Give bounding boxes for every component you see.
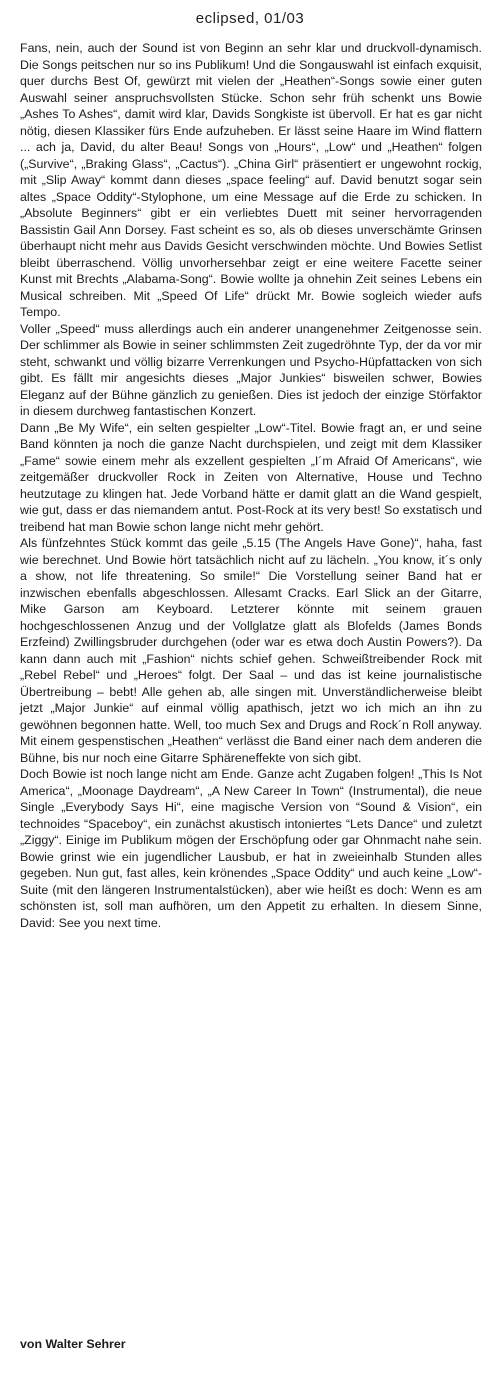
paragraph-4: Als fünfzehntes Stück kommt das geile „5.15 (The Angels Have Gone)“, haha, fast wie berechnet. Und Bowie hört tatsächlich nicht auf zu lächeln. „You know, it´s only a show, not life threatening. So smile!“ Die Vorstellung seiner Band hat er inzwischen ebenfalls abgeschlossen. Allesamt Cracks. Earl Slick an der Gitarre, Mike Garson am Keyboard. Letzterer könnte mit seinem grauen hochgeschlossenen Anzug und der Vollglatze glatt als Blofelds (James Bonds Erzfeind) Zwillingsbruder durchgehen (oder war es etwa doch Austin Powers?). Da kann dann auch mit „Fashion“ nichts schief gehen. Schweißtreibender Rock mit „Rebel Rebel“ und „Heroes“ folgt. Der Saal – und das ist keine journalistische Übertreibung – bebt! Alle gehen ab, alle singen mit. Unverständlicherweise bleibt jetzt „Major Junkie“ auf einmal völlig apathisch, jetzt wo ich mich an ihn zu gewöhnen begonnen hatte. Well, too much Sex and Drugs and Rock´n Roll anyway. Mit einem gespenstischen „Heathen“ verlässt die Band einer nach dem anderen die Bühne, bis nur noch eine Gitarre Sphäreneffekte von sich gibt. [20, 536, 482, 765]
paragraph-5: Doch Bowie ist noch lange nicht am Ende. Ganze acht Zugaben folgen! „This Is Not America“, „Moonage Daydream“, „A New Career In Town“ (Instrumental), die neue Single „Everybody Says Hi“, eine magische Version von “Sound & Vision“, ein technoides “Spaceboy“, ein zunächst akustisch intoniertes “Lets Dance“ und zuletzt „Ziggy“. Einige im Publikum mögen der Erschöpfung oder gar Ohnmacht nahe sein. Bowie grinst wie ein jugendlicher Lausbub, er hat in zweieinhalb Stunden alles gegeben. Nun gut, fast alles, kein krönendes „Space Oddity“ und auch keine „Low“-Suite (mit den längeren Instrumentalstücken), aber wie heißt es doch: Wenn es am schönsten ist, soll man aufhören, um den Appetit zu erhalten. In diesem Sinne, David: See you next time. [20, 767, 482, 930]
paragraph-1: Fans, nein, auch der Sound ist von Beginn an sehr klar und druckvoll-dynamisch. Die Songs peitschen nur so ins Publikum! Und die Songauswahl ist einfach exquisit, quer durchs Best Of, gewürzt mit vielen der „Heathen“-Songs sowie einer guten Auswahl seiner anspruchsvollsten Stücke. Schon sehr früh schenkt uns Bowie „Ashes To Ashes“, damit wird klar, Davids Songkiste ist übervoll. Er hat es gar nicht nötig, diesen Klassiker fürs Ende aufzuheben. Er lässt seine Haare im Wind flattern ... ach ja, David, du alter Beau! Songs von „Hours“, „Low“ und „Heathen“ folgen („Survive“, „Braking Glass“, „Cactus“). „China Girl“ präsentiert er ungewohnt rockig, mit „Slip Away“ kommt dann dieses „space feeling“ auf. David benutzt sogar sein altes „Space Oddity“-Stylophone, um eine Message auf die Erde zu schicken. In „Absolute Beginners“ gibt er ein verliebtes Duett mit seiner hervorragenden Bassistin Gail Ann Dorsey. Fast scheint es so, als ob dieses unverschämte Grinsen überhaupt nicht mehr aus Davids Gesicht verschwinden möchte. Und Bowies Setlist bleibt überraschend. Völlig unvorhersehbar zeigt er eine weitere Facette seiner Kunst mit Brechts „Alabama-Song“. Bowie wollte ja ohnehin Zeit seines Lebens ein Musical schreiben. Mit „Speed Of Life“ drückt Mr. Bowie sogleich wieder aufs Tempo. [20, 41, 482, 319]
paragraph-3: Dann „Be My Wife“, ein selten gespielter „Low“-Titel. Bowie fragt an, er und seine Band könnten ja noch die ganze Nacht durchspielen, und zeigt mit dem Klassiker „Fame“ sowie einem mehr als exzellent gespielten „I´m Afraid Of Americans“, wie zeitgemäßer druckvoller Rock in Zeiten von Alternative, House und Techno heutzutage zu klingen hat. Jede Vorband hätte er damit glatt an die Wand gespielt, wie gut, dass er das niemandem antut. Post-Rock at its very best! So exstatisch und treibend hat man Bowie schon lange nicht mehr gehört. [20, 420, 482, 534]
paragraph-2: Voller „Speed“ muss allerdings auch ein anderer unangenehmer Zeitgenosse sein. Der schlimmer als Bowie in seiner schlimmsten Zeit zugedröhnte Typ, der da vor mir steht, schwankt und völlig bizarre Verrenkungen und Psycho-Hüpfattacken von sich gibt. Es fällt mir angesichts dieses „Major Junkies“ bisweilen schwer, Bowies Eleganz auf der Bühne gänzlich zu genießen. Dies ist jedoch der einzige Störfaktor in diesem durchweg fantastischen Konzert. [20, 321, 482, 418]
page-header: eclipsed, 01/03 [195, 10, 305, 27]
author-byline: von Walter Sehrer [20, 1337, 126, 1351]
article-body [20, 40, 482, 931]
